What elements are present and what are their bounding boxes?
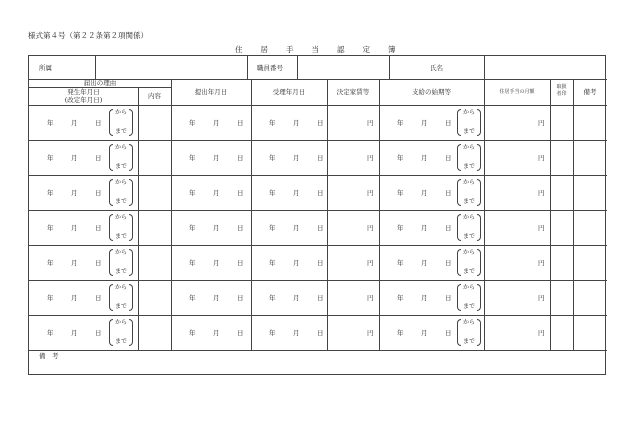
brace-left — [457, 214, 461, 241]
row-1-payment-to-label: まで — [462, 128, 475, 135]
row-3-rent-unit: 円 — [367, 188, 374, 197]
row-1-occurrence-to-label: まで — [114, 128, 127, 135]
row-6-payment-to-label: まで — [462, 303, 475, 310]
brace-left — [109, 179, 113, 206]
row-7-occurrence-to-label: まで — [114, 338, 127, 345]
row-4-payment-start-month: 月 — [421, 223, 428, 232]
row-2-occurrence-year: 年 — [47, 153, 54, 162]
row-7-payment-start-day: 日 — [445, 328, 452, 337]
row-6-payment-from-label: から — [462, 284, 475, 291]
row-3-receipt-month: 月 — [293, 188, 300, 197]
row-3-receipt-day: 日 — [317, 188, 324, 197]
row-6-payment-period-brace — [457, 284, 481, 311]
affiliation-field[interactable] — [96, 57, 246, 78]
row-2-occurrence-month: 月 — [71, 153, 78, 162]
row-4-receipt-year: 年 — [269, 223, 276, 232]
brace-left — [109, 319, 113, 346]
row-2-payment-from-label: から — [462, 144, 475, 151]
row-7-submission-year: 年 — [189, 328, 196, 337]
row-5-payment-start-year: 年 — [397, 258, 404, 267]
header-notification-reason: 届出の理由 — [83, 79, 117, 87]
row-5-receipt-month: 月 — [293, 258, 300, 267]
row-3-submission-month: 月 — [213, 188, 220, 197]
row-6-occurrence-period-brace — [109, 284, 133, 311]
row-5-submission-day: 日 — [237, 258, 244, 267]
row-1-occurrence-month: 月 — [71, 118, 78, 127]
header-revision-date: (改定年月日) — [64, 96, 103, 104]
row-5-submission-year: 年 — [189, 258, 196, 267]
row-6-allowance-unit: 円 — [538, 293, 545, 302]
row-4-rent-unit: 円 — [367, 223, 374, 232]
row-2-receipt-month: 月 — [293, 153, 300, 162]
row-7-payment-start-year: 年 — [397, 328, 404, 337]
form-number: 様式第４号（第２２条第２項関係） — [28, 31, 148, 40]
allowance-register-table — [28, 55, 606, 375]
row-2-submission-month: 月 — [213, 153, 220, 162]
brace-left — [457, 179, 461, 206]
row-1-receipt-year: 年 — [269, 118, 276, 127]
row-3-payment-from-label: から — [462, 179, 475, 186]
row-5-payment-start-month: 月 — [421, 258, 428, 267]
brace-left — [109, 249, 113, 276]
document-title: 住居手当認定簿 — [235, 45, 414, 54]
row-7-occurrence-month: 月 — [71, 328, 78, 337]
brace-right — [129, 249, 133, 276]
brace-left — [457, 319, 461, 346]
row-6-submission-day: 日 — [237, 293, 244, 302]
row-7-payment-to-label: まで — [462, 338, 475, 345]
row-7-payment-from-label: から — [462, 319, 475, 326]
row-1-allowance-unit: 円 — [538, 118, 545, 127]
row-7-submission-month: 月 — [213, 328, 220, 337]
row-6-payment-start-day: 日 — [445, 293, 452, 302]
brace-right — [477, 109, 481, 136]
row-2-payment-to-label: まで — [462, 163, 475, 170]
row-2-payment-start-month: 月 — [421, 153, 428, 162]
row-5-occurrence-period-brace — [109, 249, 133, 276]
row-3-occurrence-year: 年 — [47, 188, 54, 197]
row-5-payment-period-brace — [457, 249, 481, 276]
row-7-occurrence-period-brace — [109, 319, 133, 346]
row-1-payment-start-day: 日 — [445, 118, 452, 127]
row-6-submission-year: 年 — [189, 293, 196, 302]
row-3-occurrence-period-brace — [109, 179, 133, 206]
row-4-occurrence-to-label: まで — [114, 233, 127, 240]
row-7-payment-period-brace — [457, 319, 481, 346]
brace-left — [457, 249, 461, 276]
row-6-rent-unit: 円 — [367, 293, 374, 302]
row-5-receipt-day: 日 — [317, 258, 324, 267]
header-decided-rent: 決定家賃等 — [336, 88, 370, 96]
brace-right — [129, 284, 133, 311]
row-6-occurrence-year: 年 — [47, 293, 54, 302]
row-1-occurrence-day: 日 — [95, 118, 102, 127]
row-3-payment-to-label: まで — [462, 198, 475, 205]
row-2-submission-year: 年 — [189, 153, 196, 162]
row-4-occurrence-day: 日 — [95, 223, 102, 232]
row-5-payment-to-label: まで — [462, 268, 475, 275]
row-6-payment-start-month: 月 — [421, 293, 428, 302]
row-5-occurrence-year: 年 — [47, 258, 54, 267]
brace-right — [129, 109, 133, 136]
grid-line — [247, 56, 248, 79]
brace-right — [477, 284, 481, 311]
brace-right — [477, 214, 481, 241]
row-5-submission-month: 月 — [213, 258, 220, 267]
brace-left — [109, 109, 113, 136]
header-contents: 内容 — [148, 92, 161, 100]
row-7-payment-start-month: 月 — [421, 328, 428, 337]
row-1-occurrence-year: 年 — [47, 118, 54, 127]
row-3-occurrence-day: 日 — [95, 188, 102, 197]
header-monthly-allowance: 住居手当の月額 — [499, 89, 535, 95]
row-4-submission-month: 月 — [213, 223, 220, 232]
row-3-allowance-unit: 円 — [538, 188, 545, 197]
row-5-occurrence-month: 月 — [71, 258, 78, 267]
row-2-allowance-unit: 円 — [538, 153, 545, 162]
header-payment-start: 支給の始期等 — [412, 88, 451, 96]
row-5-rent-unit: 円 — [367, 258, 374, 267]
row-6-occurrence-to-label: まで — [114, 303, 127, 310]
row-1-occurrence-period-brace — [109, 109, 133, 136]
brace-left — [457, 284, 461, 311]
row-5-payment-from-label: から — [462, 249, 475, 256]
row-5-receipt-year: 年 — [269, 258, 276, 267]
row-2-payment-period-brace — [457, 144, 481, 171]
row-4-receipt-day: 日 — [317, 223, 324, 232]
row-1-submission-month: 月 — [213, 118, 220, 127]
row-2-occurrence-period-brace — [109, 144, 133, 171]
row-3-payment-start-month: 月 — [421, 188, 428, 197]
row-5-occurrence-from-label: から — [114, 249, 127, 256]
header-occurrence-date: 発生年月日 — [67, 88, 100, 96]
row-7-receipt-year: 年 — [269, 328, 276, 337]
row-4-occurrence-from-label: から — [114, 214, 127, 221]
row-7-occurrence-day: 日 — [95, 328, 102, 337]
row-6-receipt-year: 年 — [269, 293, 276, 302]
row-5-allowance-unit: 円 — [538, 258, 545, 267]
footer-remarks-field[interactable] — [30, 351, 606, 374]
row-4-occurrence-period-brace — [109, 214, 133, 241]
row-4-receipt-month: 月 — [293, 223, 300, 232]
brace-right — [129, 214, 133, 241]
brace-left — [109, 214, 113, 241]
brace-right — [477, 144, 481, 171]
row-7-receipt-day: 日 — [317, 328, 324, 337]
row-1-payment-start-year: 年 — [397, 118, 404, 127]
row-7-occurrence-from-label: から — [114, 319, 127, 326]
row-3-payment-start-year: 年 — [397, 188, 404, 197]
row-6-receipt-month: 月 — [293, 293, 300, 302]
row-6-occurrence-month: 月 — [71, 293, 78, 302]
header-submission-date: 提出年月日 — [194, 88, 228, 96]
row-1-occurrence-from-label: から — [114, 109, 127, 116]
row-6-receipt-day: 日 — [317, 293, 324, 302]
row-2-submission-day: 日 — [237, 153, 244, 162]
row-3-occurrence-from-label: から — [114, 179, 127, 186]
brace-right — [129, 319, 133, 346]
row-4-allowance-unit: 円 — [538, 223, 545, 232]
affiliation-label: 所属 — [39, 64, 52, 72]
row-3-submission-year: 年 — [189, 188, 196, 197]
row-4-submission-day: 日 — [237, 223, 244, 232]
row-6-occurrence-from-label: から — [114, 284, 127, 291]
row-7-allowance-unit: 円 — [538, 328, 545, 337]
row-5-occurrence-day: 日 — [95, 258, 102, 267]
row-4-occurrence-year: 年 — [47, 223, 54, 232]
brace-right — [477, 179, 481, 206]
row-1-submission-year: 年 — [189, 118, 196, 127]
row-2-rent-unit: 円 — [367, 153, 374, 162]
header-receipt-date: 受理年月日 — [272, 88, 306, 96]
brace-left — [457, 109, 461, 136]
row-3-occurrence-month: 月 — [71, 188, 78, 197]
row-5-occurrence-to-label: まで — [114, 268, 127, 275]
brace-left — [109, 284, 113, 311]
name-field[interactable] — [485, 57, 606, 78]
row-1-payment-period-brace — [457, 109, 481, 136]
row-2-receipt-day: 日 — [317, 153, 324, 162]
row-7-occurrence-year: 年 — [47, 328, 54, 337]
row-2-occurrence-day: 日 — [95, 153, 102, 162]
footer-remarks-label: 備 考 — [39, 352, 59, 360]
row-7-rent-unit: 円 — [367, 328, 374, 337]
row-4-occurrence-month: 月 — [71, 223, 78, 232]
brace-right — [477, 319, 481, 346]
row-2-occurrence-to-label: まで — [114, 163, 127, 170]
row-4-payment-period-brace — [457, 214, 481, 241]
row-1-receipt-month: 月 — [293, 118, 300, 127]
employee-number-label: 職員番号 — [257, 64, 283, 72]
row-4-payment-start-day: 日 — [445, 223, 452, 232]
row-3-submission-day: 日 — [237, 188, 244, 197]
row-3-payment-start-day: 日 — [445, 188, 452, 197]
row-5-payment-start-day: 日 — [445, 258, 452, 267]
brace-right — [129, 144, 133, 171]
header-remarks: 備考 — [583, 88, 597, 96]
row-2-occurrence-from-label: から — [114, 144, 127, 151]
row-2-receipt-year: 年 — [269, 153, 276, 162]
row-1-payment-start-month: 月 — [421, 118, 428, 127]
row-4-payment-from-label: から — [462, 214, 475, 221]
row-1-payment-from-label: から — [462, 109, 475, 116]
brace-left — [109, 144, 113, 171]
row-4-submission-year: 年 — [189, 223, 196, 232]
employee-number-field[interactable] — [298, 57, 388, 78]
row-6-payment-start-year: 年 — [397, 293, 404, 302]
brace-left — [457, 144, 461, 171]
row-7-receipt-month: 月 — [293, 328, 300, 337]
brace-right — [129, 179, 133, 206]
row-7-submission-day: 日 — [237, 328, 244, 337]
row-4-payment-to-label: まで — [462, 233, 475, 240]
row-2-payment-start-day: 日 — [445, 153, 452, 162]
row-1-receipt-day: 日 — [317, 118, 324, 127]
row-3-occurrence-to-label: まで — [114, 198, 127, 205]
row-3-receipt-year: 年 — [269, 188, 276, 197]
row-1-submission-day: 日 — [237, 118, 244, 127]
row-6-submission-month: 月 — [213, 293, 220, 302]
row-1-rent-unit: 円 — [367, 118, 374, 127]
brace-right — [477, 249, 481, 276]
name-label: 氏名 — [430, 64, 443, 72]
row-3-payment-period-brace — [457, 179, 481, 206]
row-4-payment-start-year: 年 — [397, 223, 404, 232]
row-2-payment-start-year: 年 — [397, 153, 404, 162]
header-handler-seal: 取扱 — [556, 84, 567, 90]
row-6-occurrence-day: 日 — [95, 293, 102, 302]
header-handler-seal-2: 者印 — [556, 91, 567, 97]
